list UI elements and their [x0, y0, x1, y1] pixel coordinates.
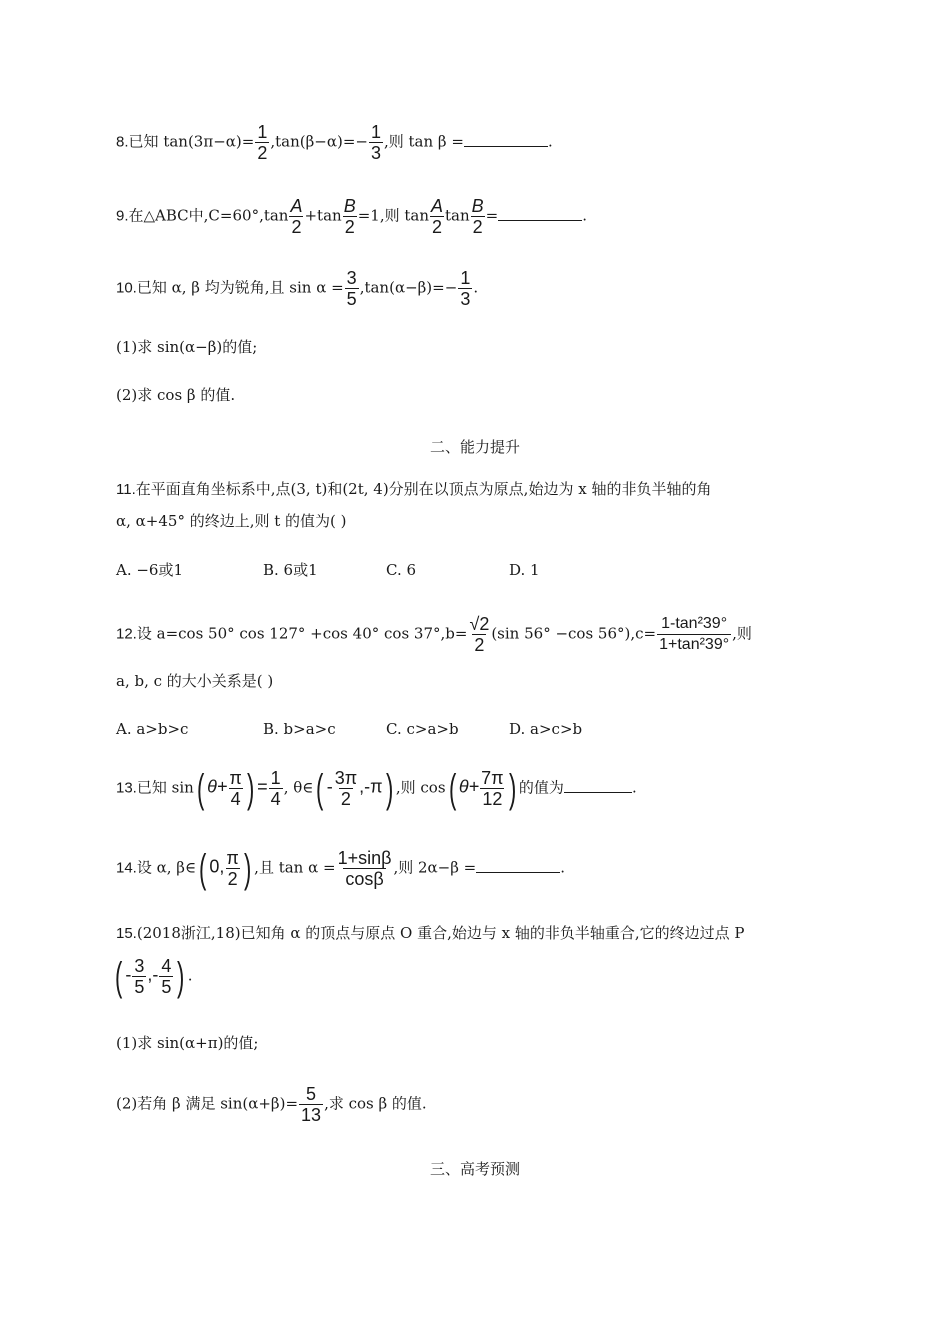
fraction: $\frac{B}{2}$	[471, 196, 484, 237]
left-paren: (	[196, 766, 205, 811]
fraction: $\frac{7\pi}{12}$	[481, 768, 504, 809]
right-paren: )	[177, 954, 185, 999]
section-heading-3: 三、高考预测	[429, 1160, 520, 1178]
question-13: 13.已知 sin( θ+ $\frac{\pi}{4}$ ) = $\frac{1}{4}$ , θ∈( - $\frac{3\pi}{2}$ ,-π) ,则 cos( θ+ $\frac{7\pi}{12}$ ) 的值为 .	[116, 766, 637, 811]
left-paren: (	[114, 954, 123, 999]
fraction: $\frac{3}{5}$	[346, 268, 357, 309]
question-12: 12.设 a=cos 50° cos 127° +cos 40° cos 37°,b= $\frac{√2}{2}$ (sin 56° −cos 56°),c= $\frac{\text{1-tan²39°}}{\text{1+tan²39°}}$ ,则	[116, 614, 752, 655]
fraction: $\frac{√2}{2}$	[469, 614, 490, 655]
q11-option-b: B. 6或1	[263, 561, 318, 579]
right-paren: )	[385, 766, 393, 811]
q12-option-d: D. a>c>b	[509, 720, 583, 738]
question-15-point: ( - $\frac{3}{5}$ ,- $\frac{4}{5}$ ) .	[114, 954, 193, 999]
question-9: 9.在△ABC中,C=60°,tan $\frac{A}{2}$ +tan $\frac{B}{2}$ =1,则 tan $\frac{A}{2}$ tan $\frac{B}{2}$ = .	[116, 196, 588, 237]
left-paren: (	[448, 766, 456, 811]
q12-option-b: B. b>a>c	[263, 720, 336, 738]
right-paren: )	[508, 766, 516, 811]
left-paren: (	[199, 846, 207, 891]
right-paren: )	[243, 846, 252, 891]
q11-option-a: A. −6或1	[116, 561, 184, 579]
fraction: $\frac{1}{3}$	[460, 268, 471, 309]
question-15-part-1: (1)求 sin(α+π)的值;	[116, 1034, 259, 1052]
question-11: 11.在平面直角坐标系中,点(3, t)和(2t, 4)分别在以顶点为原点,始边为 x 轴的非负半轴的角	[116, 480, 712, 498]
left-paren: (	[316, 766, 324, 811]
answer-blank[interactable]	[464, 132, 548, 147]
fraction: $\frac{\pi}{4}$	[229, 768, 242, 809]
fraction: $\frac{3\pi}{2}$	[334, 768, 358, 809]
fraction: $\frac{5}{13}$	[301, 1084, 322, 1125]
question-14: 14.设 α, β∈( 0, $\frac{\pi}{2}$ ) ,且 tan α = $\frac{1+\sin\beta}{\cos\beta}$ ,则 2α−β = .	[116, 846, 566, 891]
section-heading-2: 二、能力提升	[429, 438, 520, 456]
q11-option-d: D. 1	[509, 561, 540, 579]
fraction: $\frac{\pi}{2}$	[226, 848, 239, 889]
question-10-part-2: (2)求 cos β 的值.	[116, 386, 236, 404]
q12-option-a: A. a>b>c	[116, 720, 189, 738]
question-12-line-2: a, b, c 的大小关系是( )	[116, 672, 274, 690]
answer-blank[interactable]	[498, 206, 582, 221]
answer-blank[interactable]	[564, 778, 632, 793]
fraction: $\frac{A}{2}$	[430, 196, 443, 237]
question-15: 15.(2018浙江,18)已知角 α 的顶点与原点 O 重合,始边与 x 轴的非负半轴重合,它的终边过点 P	[116, 924, 745, 942]
question-10-part-1: (1)求 sin(α−β)的值;	[116, 338, 258, 356]
question-15-part-2: (2)若角 β 满足 sin(α+β)= $\frac{5}{13}$ ,求 cos β 的值.	[116, 1084, 427, 1125]
answer-blank[interactable]	[476, 858, 560, 873]
fraction: $\frac{1+\sin\beta}{\cos\beta}$	[337, 848, 392, 889]
fraction: $\frac{B}{2}$	[343, 196, 356, 237]
fraction: $\frac{1}{2}$	[257, 122, 268, 163]
question-11-line-2: α, α+45° 的终边上,则 t 的值为( )	[116, 512, 347, 530]
question-10: 10.已知 α, β 均为锐角,且 sin α = $\frac{3}{5}$ ,tan(α−β)=− $\frac{1}{3}$ .	[116, 268, 479, 309]
right-paren: )	[246, 766, 255, 811]
fraction: $\frac{4}{5}$	[161, 956, 172, 997]
q11-option-c: C. 6	[386, 561, 417, 579]
question-8: 8.已知 tan(3π−α)= $\frac{1}{2}$ ,tan(β−α)=− $\frac{1}{3}$ ,则 tan β = .	[116, 122, 553, 163]
fraction: $\frac{\text{1-tan²39°}}{\text{1+tan²39°}}$	[659, 615, 730, 653]
fraction: $\frac{3}{5}$	[134, 956, 145, 997]
fraction: $\frac{1}{4}$	[270, 768, 281, 809]
fraction: $\frac{1}{3}$	[370, 122, 381, 163]
fraction: $\frac{A}{2}$	[290, 196, 303, 237]
q12-option-c: C. c>a>b	[386, 720, 459, 738]
